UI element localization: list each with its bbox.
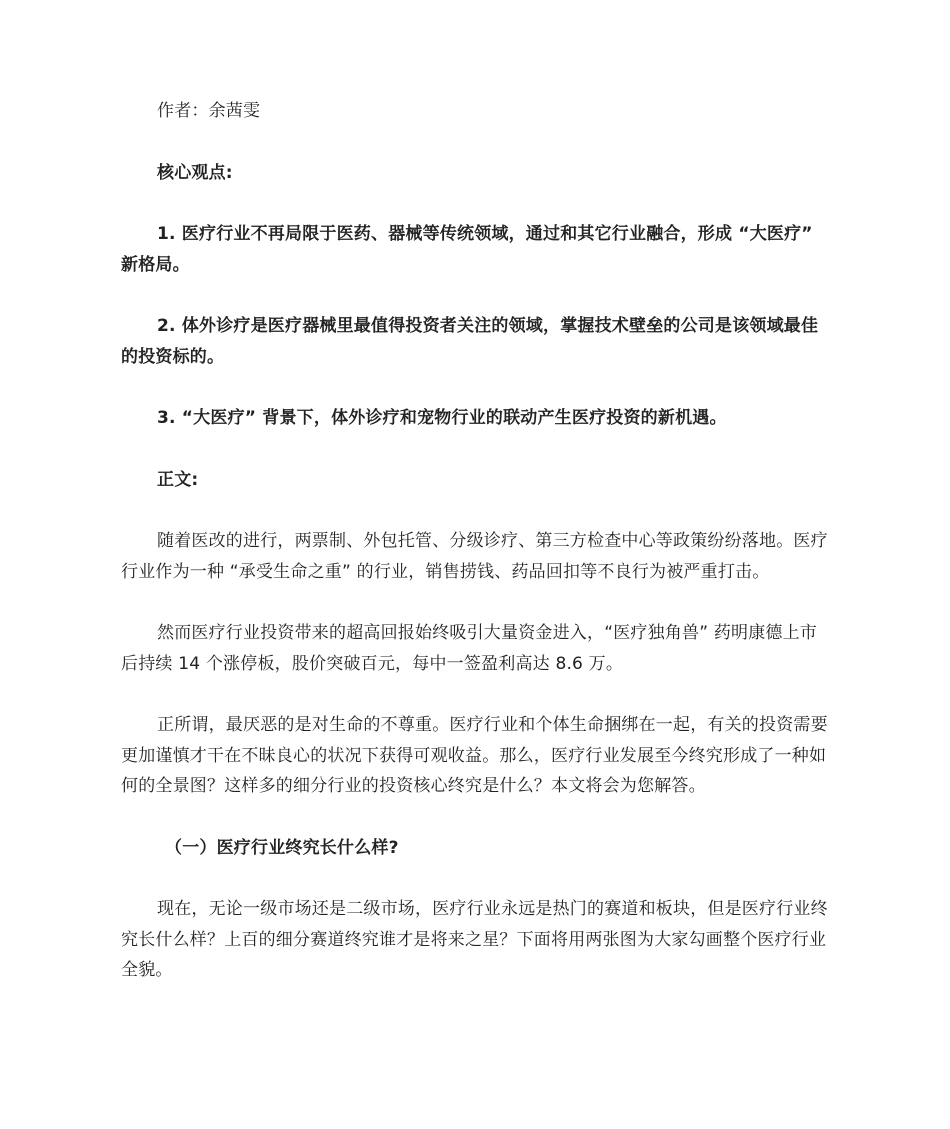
- body-paragraph-1: 随着医改的进行，两票制、外包托管、分级诊疗、第三方检查中心等政策纷纷落地。医疗行业作为一种 “承受生命之重” 的行业，销售捞钱、药品回扣等不良行为被严重打击。: [121, 531, 828, 582]
- core-point-2: 2. 体外诊疗是医疗器械里最值得投资者关注的领域，掌握技术壁垒的公司是该领域最佳的投资标的。: [121, 316, 819, 367]
- core-point-3: 3. “大医疗” 背景下，体外诊疗和宠物行业的联动产生医疗投资的新机遇。: [157, 408, 727, 428]
- body-heading: 正文:: [157, 469, 199, 490]
- core-point-1: 1. 医疗行业不再局限于医药、器械等传统领域，通过和其它行业融合，形成 “大医疗” 新格局。: [121, 224, 813, 275]
- author-line: 作者：余茜雯: [157, 101, 261, 121]
- section-heading: （一）医疗行业终究长什么样?: [165, 837, 399, 858]
- section-paragraph: 现在，无论一级市场还是二级市场，医疗行业永远是热门的赛道和板块，但是医疗行业终究长什么样？上百的细分赛道终究谁才是将来之星？下面将用两张图为大家勾画整个医疗行业全貌。: [121, 899, 828, 980]
- body-paragraph-3: 正所谓，最厌恶的是对生命的不尊重。医疗行业和个体生命捆绑在一起，有关的投资需要更加谨慎才干在不昧良心的状况下获得可观收益。那么，医疗行业发展至今终究形成了一种如何的全景图？这样多的细分行业的投资核心终究是什么？本文将会为您解答。: [121, 715, 828, 796]
- document-page: [121, 96, 833, 986]
- core-points-heading: 核心观点:: [157, 162, 233, 183]
- body-paragraph-2: 然而医疗行业投资带来的超高回报始终吸引大量资金进入，“医疗独角兽” 药明康德上市后持续 14 个涨停板，股价突破百元，每中一签盈利高达 8.6 万。: [121, 623, 818, 674]
